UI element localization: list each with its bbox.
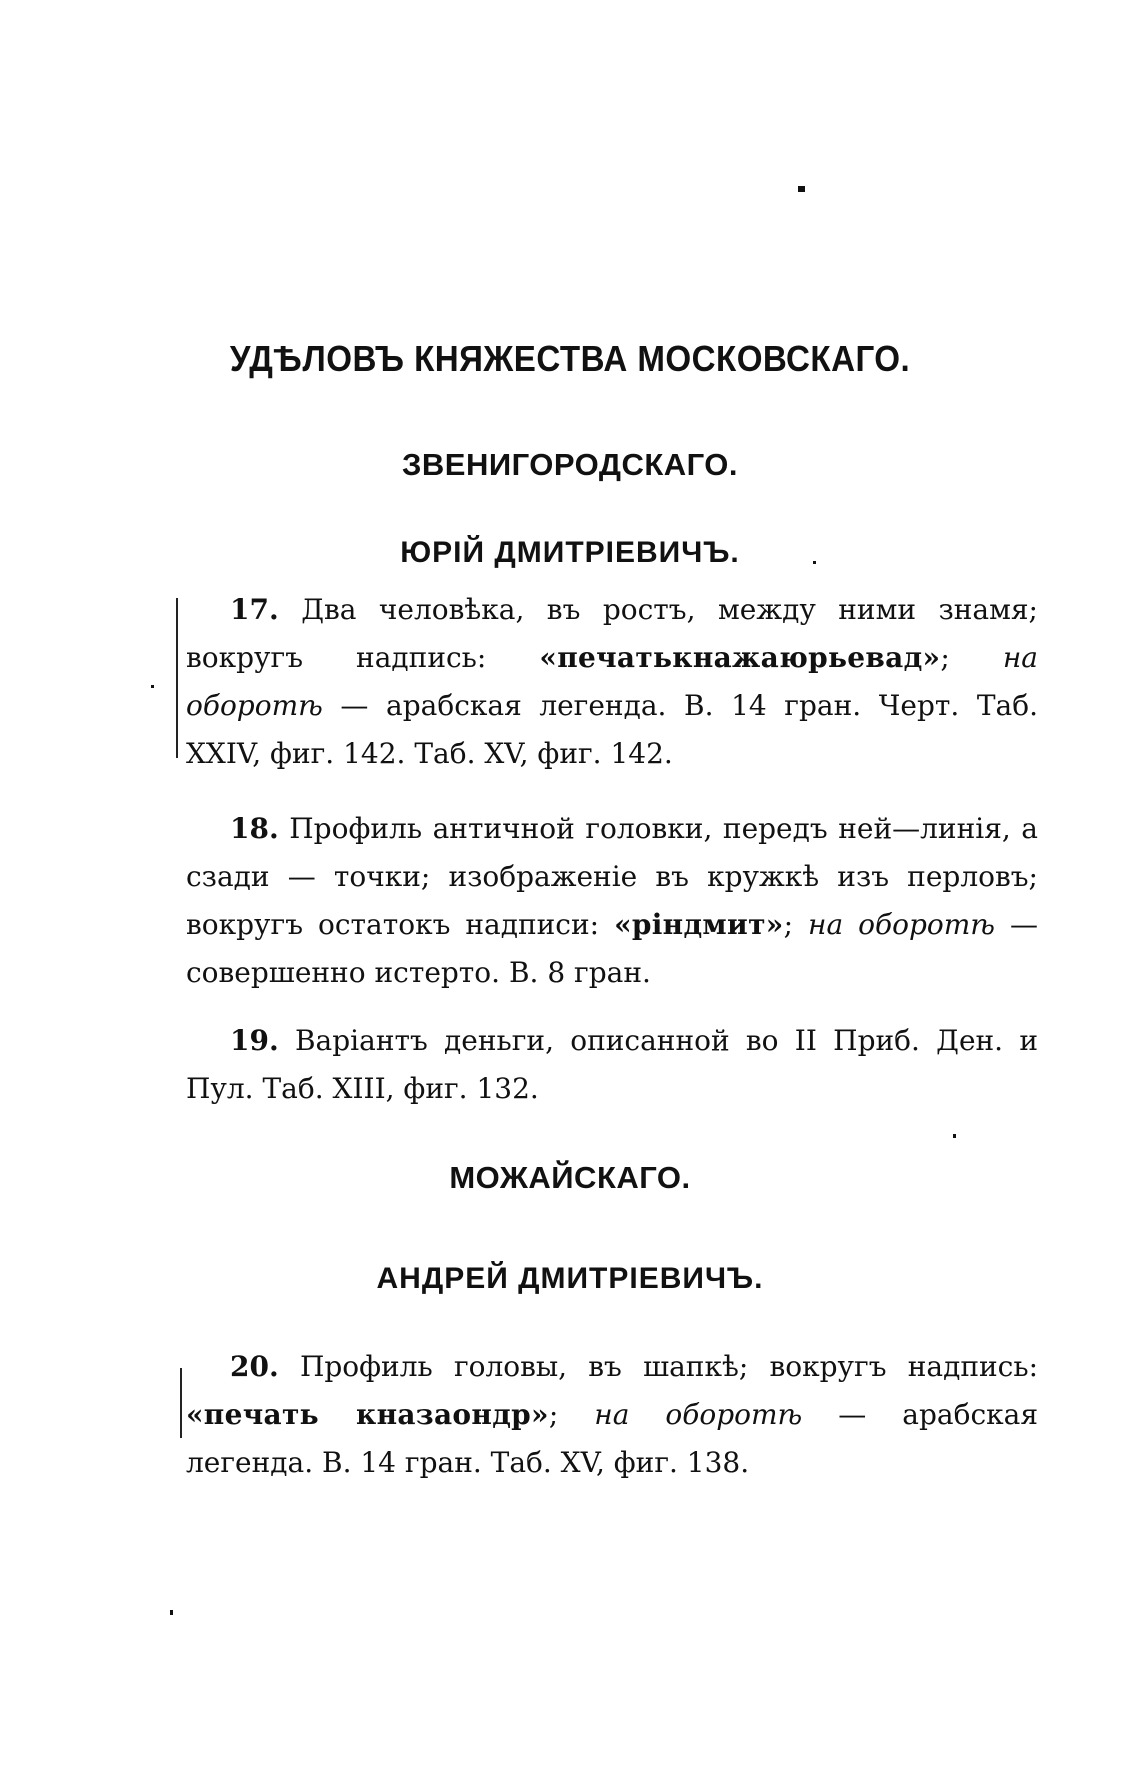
entry-text: ; bbox=[548, 1398, 595, 1431]
reverse-label: на оборотѣ bbox=[594, 1398, 803, 1431]
entry-17 bbox=[186, 586, 1038, 778]
print-speck bbox=[151, 685, 154, 688]
section-title-zvenigorod: ЗВЕНИГОРОДСКАГО. bbox=[401, 447, 739, 482]
coin-legend: «печатькнажаюрьевад» bbox=[539, 641, 941, 674]
print-speck bbox=[953, 1134, 956, 1138]
entry-text: — арабская легенда. В. 14 гран. Черт. Таб. XXIV, фиг. 142. Таб. XV, фиг. 142. bbox=[186, 689, 1038, 770]
margin-line bbox=[180, 1368, 182, 1438]
ruler-title-yuri: ЮРІЙ ДМИТРІЕВИЧЪ. bbox=[400, 536, 740, 569]
coin-legend: «печать кназаондр» bbox=[186, 1398, 549, 1431]
entry-text: — арабская легенда. В. 14 гран. Таб. XV, фиг. 138. bbox=[186, 1398, 1038, 1479]
entry-text: Профиль головы, въ шапкѣ; вокругъ надпись: bbox=[299, 1350, 1038, 1383]
entry-number: 17. bbox=[230, 593, 279, 626]
margin-line bbox=[176, 598, 178, 758]
entry-text: ; bbox=[940, 641, 1003, 674]
entry-text: — совершенно истерто. В. 8 гран. bbox=[186, 908, 1038, 989]
entry-text: Варіантъ деньги, описанной во II Приб. Ден. и Пул. Таб. XIII, фиг. 132. bbox=[186, 1024, 1038, 1105]
entry-20 bbox=[186, 1343, 1038, 1487]
entry-text: Два человѣка, въ ростъ, между ними знамя; вокругъ надпись: bbox=[186, 593, 1038, 674]
ruler-title-andrey: АНДРЕЙ ДМИТРІЕВИЧЪ. bbox=[376, 1262, 764, 1295]
entry-number: 18. bbox=[230, 812, 279, 845]
entry-text: ; bbox=[783, 908, 809, 941]
entry-19 bbox=[186, 1017, 1038, 1113]
reverse-label: на оборотѣ bbox=[808, 908, 995, 941]
print-speck bbox=[170, 1610, 173, 1615]
entry-text: Профиль античной головки, передъ ней—линія, а сзади — точки; изображеніе въ кружкѣ изъ перловъ; вокругъ остатокъ надписи: bbox=[186, 812, 1038, 941]
main-title: УДѢЛОВЪ КНЯЖЕСТВА МОСКОВСКАГО. bbox=[229, 338, 911, 379]
reverse-label: на оборотѣ bbox=[186, 641, 1038, 722]
coin-legend: «ріндмит» bbox=[614, 908, 784, 941]
entry-number: 19. bbox=[230, 1024, 279, 1057]
entry-number: 20. bbox=[230, 1350, 279, 1383]
print-speck bbox=[798, 186, 805, 192]
section-title-mozhaysk: МОЖАЙСКАГО. bbox=[449, 1160, 691, 1195]
entry-18 bbox=[186, 805, 1038, 997]
